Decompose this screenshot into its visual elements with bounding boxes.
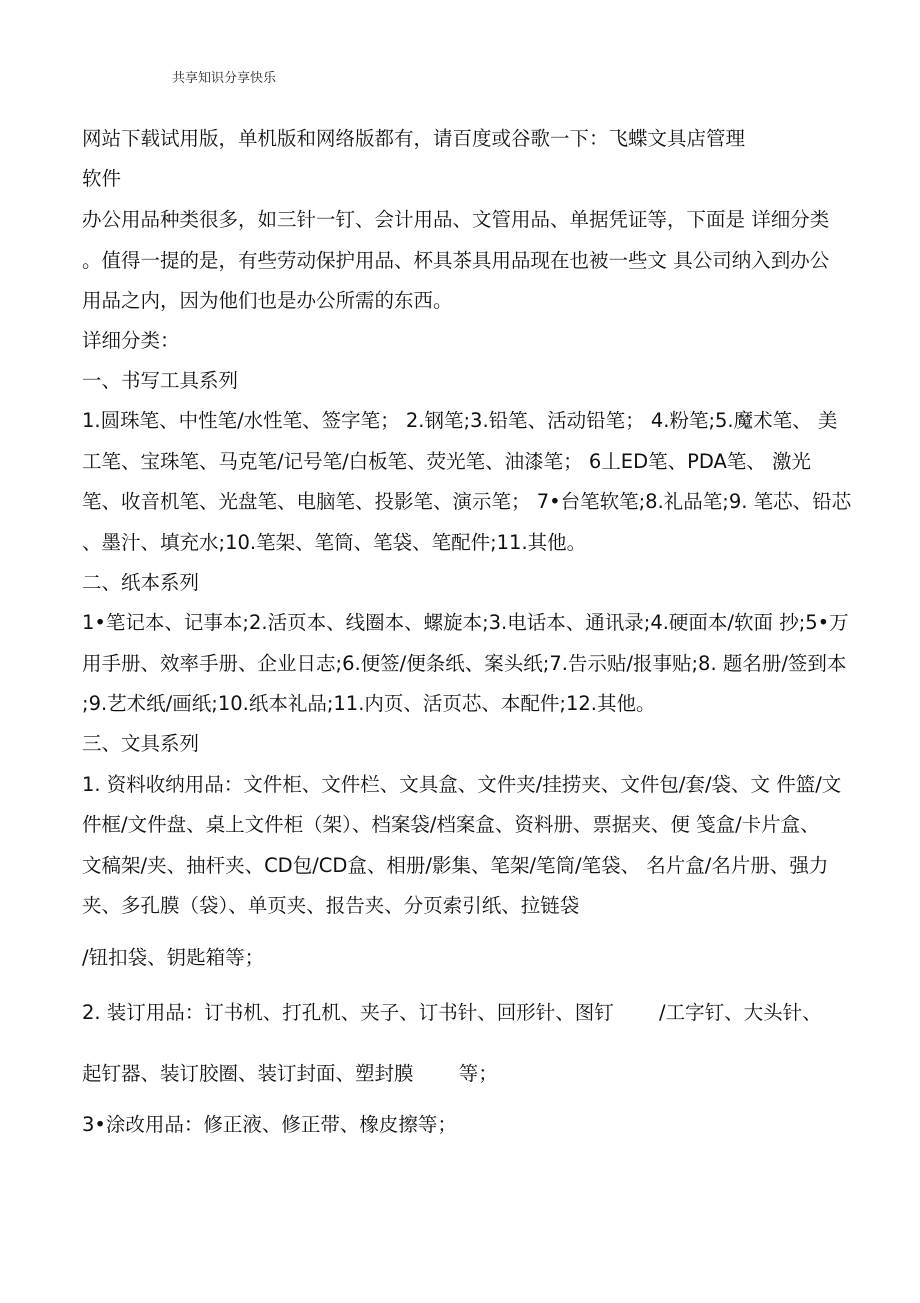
- text-line: 1. 资料收纳用品：文件柜、文件栏、文具盒、文件夹/挂捞夹、文件包/套/袋、文 件篮/文: [82, 773, 842, 796]
- text-line: 详细分类：: [82, 329, 180, 352]
- text-line: 件框/文件盘、桌上文件柜（架）、档案袋/档案盒、资料册、票据夹、便 笺盒/卡片盒、: [82, 813, 820, 836]
- text-line: 夹、多孔膜（袋）、单页夹、报告夹、分页索引纸、拉链袋: [82, 894, 580, 917]
- text-line: 。值得一提的是，有些劳动保护用品、杯具茶具用品现在也被一些文 具公司纳入到办公: [82, 249, 830, 272]
- text-line: 文稿架/夹、抽杆夹、CD包/CD盒、相册/影集、笔架/笔筒/笔袋、 名片盒/名片册、强力: [82, 854, 829, 877]
- text-line: ;9.艺术纸/画纸;10.纸本礼品;11.内页、活页芯、本配件;12.其他。: [82, 692, 656, 715]
- text-line: 3•涂改用品：修正液、修正带、橡皮擦等；: [82, 1113, 457, 1136]
- section-heading: 二、纸本系列: [82, 571, 200, 594]
- text-line: 笔、收音机笔、光盘笔、电脑笔、投影笔、演示笔； 7•台笔软笔;8.礼品笔;9. 笔芯、铅芯: [82, 490, 852, 513]
- text-line: 用手册、效率手册、企业日志;6.便签/便条纸、案头纸;7.告示贴/报事贴;8. 题名册/签到本: [82, 652, 847, 675]
- section-heading: 一、书写工具系列: [82, 369, 239, 392]
- text-line: /钮扣袋、钥匙箱等；: [82, 946, 265, 969]
- text-line: 、墨汁、填充水;10.笔架、笔筒、笔袋、笔配件;11.其他。: [82, 531, 587, 554]
- text-line: 起钉器、装订胶圈、装订封面、塑封膜 等；: [82, 1062, 498, 1085]
- text-line: 1.圆珠笔、中性笔/水性笔、签字笔； 2.钢笔;3.铅笔、活动铅笔； 4.粉笔;5.魔术笔、 美: [82, 409, 838, 432]
- page-header: 共享知识分享快乐: [172, 71, 277, 86]
- text-line: 软件: [82, 167, 122, 190]
- text-line: 1•笔记本、记事本;2.活页本、线圈本、螺旋本;3.电话本、通讯录;4.硬面本/软面 抄;5•万: [82, 611, 849, 634]
- text-line: 办公用品种类很多，如三针一钉、会计用品、文管用品、单据凭证等，下面是 详细分类: [82, 208, 830, 231]
- text-line: 工笔、宝珠笔、马克笔/记号笔/白板笔、荧光笔、油漆笔； 6丄ED笔、PDA笔、 激光: [82, 450, 812, 473]
- text-line: 用品之内，因为他们也是办公所需的东西。: [82, 289, 453, 312]
- section-heading: 三、文具系列: [82, 732, 200, 755]
- text-line: 网站下载试用版，单机版和网络版都有，请百度或谷歌一下：飞蝶文具店管理: [82, 127, 746, 150]
- text-line: 2. 装订用品：订书机、打孔机、夹子、订书针、回形针、图钉 /工字钉、大头针、: [82, 1001, 822, 1024]
